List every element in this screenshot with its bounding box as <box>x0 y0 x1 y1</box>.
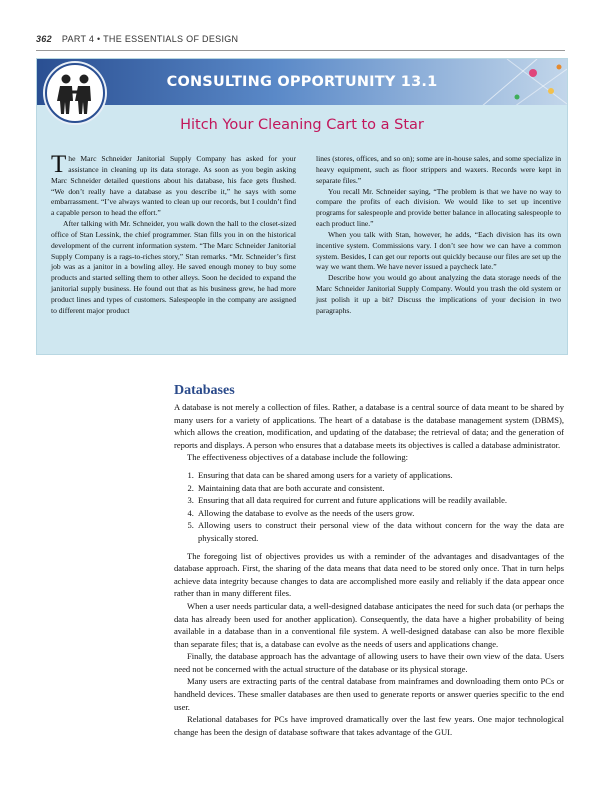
consulting-left-column <box>51 151 296 317</box>
body-paragraph: The foregoing list of objectives provides us with a reminder of the advantages and disadvantages of the database approach. First, the sharing of the data means that data need to be stored only once. That in turn helps achieve data integrity because changes to data are accomplished more easily and reliably if the data appear once rather than in many different files. <box>174 550 564 599</box>
body-paragraph: A database is not merely a collection of files. Rather, a database is a central source of data meant to be shared by many users for a variety of applications. The heart of a database is the database management system (DBMS), which allows the creation, modification, and updating of the database; the retrieval of data; and the generation of reports and displays. A person who ensures that a database meets its objectives is called a database administrator. <box>174 402 564 450</box>
consultants-emblem-icon <box>45 63 105 123</box>
list-item: 5. Allowing users to construct their personal view of the data without concern for the way the data are physically stored. <box>196 519 564 544</box>
list-item: 2. Maintaining data that are both accurate and consistent. <box>196 482 564 495</box>
consulting-subtitle: Hitch Your Cleaning Cart to a Star <box>180 117 424 133</box>
consulting-right-column <box>316 154 561 317</box>
drop-cap: T <box>51 151 67 178</box>
body-paragraph: Relational databases for PCs have improved dramatically over the last few years. One major technological change has been the design of database software that takes advantage of the GUI. <box>174 714 564 737</box>
consulting-banner <box>37 59 567 105</box>
section-heading: Databases <box>174 383 235 398</box>
list-item: 4. Allowing the database to evolve as the needs of the users grow. <box>196 507 564 520</box>
list-item: 1. Ensuring that data can be shared among users for a variety of applications. <box>196 469 564 482</box>
part-label: PART 4 • THE ESSENTIALS OF DESIGN <box>61 34 239 44</box>
body-paragraph: The effectiveness objectives of a database include the following: <box>187 452 409 463</box>
body-paragraph: Finally, the database approach has the advantage of allowing users to have their own view of the data. Users need not be concerned with the actual structure of the database or its physical storage. <box>174 651 564 674</box>
consulting-left-paragraph <box>51 151 296 219</box>
consulting-right-paragraph: lines (stores, offices, and so on); some are in-house sales, and some specialize in heavy equipment, such as floor strippers and waxers. Records were kept in separate files.” <box>316 154 561 185</box>
consulting-right-paragraph: Describe how you would go about analyzing the data storage needs of the Marc Schneider Janitorial Supply Company. Would you trash the old system or just polish it up a bit? Discuss the implications of your decision in two paragraphs. <box>316 273 561 315</box>
header-rule <box>36 50 565 51</box>
consulting-left-paragraph: After talking with Mr. Schneider, you walk down the hall to the closet-sized office of Stan Lessink, the chief programmer. Stan fills you in on the historical development of the current information system. “The Marc Schneider Janitorial Supply Company is a rags-to-riches story,” Stan remarks. “Mr. Schneider’s first job was as a janitor in a bowling alley. He saved enough money to buy some products and started selling them to other alleys. Soon he decided to expand the janitorial supply business. He found out that as his business grew, he had more product lines and types of customers. Salespeople in the company are assigned to different major product <box>51 219 296 315</box>
body-paragraph: Many users are extracting parts of the central database from mainframes and downloading them onto PCs or handheld devices. These smaller databases are then used to generate reports or answer queries specific to the end user. <box>174 676 564 712</box>
consulting-title: CONSULTING OPPORTUNITY 13.1 <box>166 74 438 90</box>
list-item: 3. Ensuring that all data required for current and future applications will be readily available. <box>196 494 564 507</box>
consulting-right-paragraph: You recall Mr. Schneider saying, “The problem is that we have no way to compare the profits of each division. We would like to set up incentive programs for salespeople and provide better balance in allocating salespeople to each product line.” <box>316 186 561 229</box>
objectives-list <box>174 469 564 545</box>
paragraph-text: he Marc Schneider Janitorial Supply Company has asked for your assistance in cleaning up its data storage. As soon as you begin asking Marc Schneider detailed questions about his database, his face gets flushed. “We don’t really have a database as you describe it,” he says with some embarrassment. “I’ve always wanted to clean up our records, but I couldn’t find a capable person to head the effort.” <box>51 154 296 218</box>
handshake-figures-icon <box>47 65 103 121</box>
consulting-right-paragraph: When you talk with Stan, however, he adds, “Each division has its own incentive system. Commissions vary. I don’t see how we can have a common system. Besides, I can get our reports out quickly because our files are set up the way we want them. We have never issued a paycheck late.” <box>316 229 561 272</box>
page-number: 362 <box>36 34 52 44</box>
consulting-opportunity-box <box>36 58 568 355</box>
body-paragraph: When a user needs particular data, a well-designed database anticipates the need for such data (or perhaps the data has already been used for another application). Consequently, the data have a higher probability of being available in a database than in a conventional file system. A well-designed database can also be more flexible than separate files; that is, a database can evolve as the needs of users and applications change. <box>174 600 564 649</box>
section-body <box>174 401 564 738</box>
running-head <box>36 34 565 48</box>
